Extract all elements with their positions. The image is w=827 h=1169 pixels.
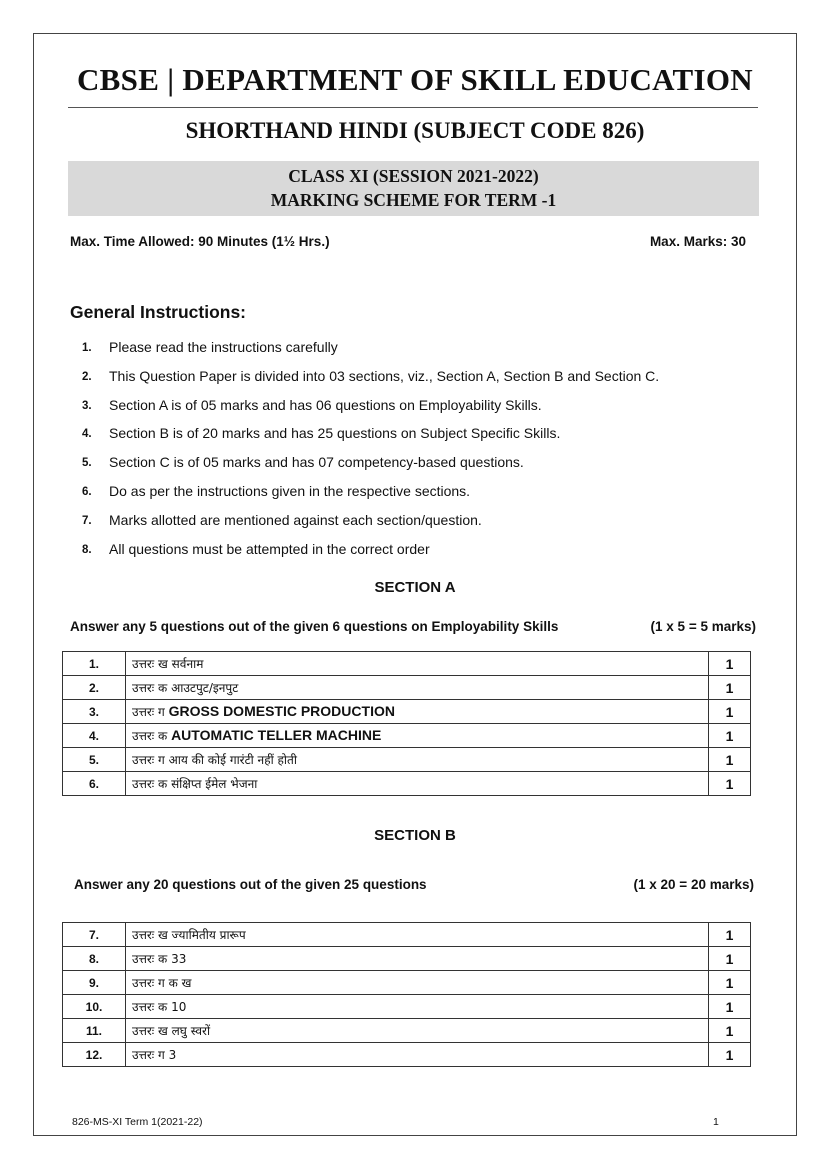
table-row xyxy=(63,1019,751,1043)
instruction-item: 8. All questions must be attempted in the correct order xyxy=(82,540,430,557)
table-row xyxy=(63,676,751,700)
footer-document-code: 826-MS-XI Term 1(2021-22) xyxy=(72,1116,203,1128)
instruction-item: 3. Section A is of 05 marks and has 06 questions on Employability Skills. xyxy=(82,396,542,413)
question-number: 8. xyxy=(63,947,126,971)
section-b-instruction-row xyxy=(74,877,754,892)
class-line: CLASS XI (SESSION 2021-2022) xyxy=(288,166,539,186)
answer-cell: उत्तरः ग क ख xyxy=(126,971,709,995)
section-a-instruction: Answer any 5 questions out of the given 6 questions on Employability Skills xyxy=(70,619,559,634)
answer-cell: उत्तरः क आउटपुट/इनपुट xyxy=(126,676,709,700)
question-number: 6. xyxy=(63,772,126,796)
section-a-heading: SECTION A xyxy=(374,579,456,596)
max-marks: Max. Marks: 30 xyxy=(649,234,746,249)
mark-cell: 1 xyxy=(709,652,751,676)
table-row xyxy=(63,947,751,971)
question-number: 1. xyxy=(63,652,126,676)
answer-cell: उत्तरः ग 3 xyxy=(126,1043,709,1067)
table-row xyxy=(63,923,751,947)
footer-page-number: 1 xyxy=(713,1116,719,1128)
answer-cell: उत्तरः क 10 xyxy=(126,995,709,1019)
mark-cell: 1 xyxy=(709,724,751,748)
question-number: 5. xyxy=(63,748,126,772)
answer-cell: उत्तरः ग GROSS DOMESTIC PRODUCTION xyxy=(126,700,709,724)
mark-cell: 1 xyxy=(709,772,751,796)
instruction-item: 5. Section C is of 05 marks and has 07 competency-based questions. xyxy=(82,454,524,471)
answer-cell: उत्तरः ग आय की कोई गारंटी नहीं होती xyxy=(126,748,709,772)
answer-cell: उत्तरः क 33 xyxy=(126,947,709,971)
exam-meta xyxy=(70,234,746,249)
max-time: Max. Time Allowed: 90 Minutes (1½ Hrs.) xyxy=(70,234,330,249)
table-row xyxy=(63,748,751,772)
instruction-item: 6. Do as per the instructions given in the respective sections. xyxy=(82,482,471,499)
section-b-answer-table xyxy=(62,922,751,1067)
question-number: 4. xyxy=(63,724,126,748)
answer-cell: उत्तरः क AUTOMATIC TELLER MACHINE xyxy=(126,724,709,748)
question-number: 12. xyxy=(63,1043,126,1067)
answer-cell: उत्तरः ख सर्वनाम xyxy=(126,652,709,676)
table-row xyxy=(63,971,751,995)
document-title: CBSE | DEPARTMENT OF SKILL EDUCATION xyxy=(77,62,753,97)
scheme-line: MARKING SCHEME FOR TERM -1 xyxy=(270,190,557,210)
table-row xyxy=(63,1043,751,1067)
question-number: 7. xyxy=(63,923,126,947)
subject-title: SHORTHAND HINDI (SUBJECT CODE 826) xyxy=(185,118,645,143)
instruction-item: 1. Please read the instructions carefully xyxy=(82,339,338,355)
instruction-item: 2. This Question Paper is divided into 03 sections, viz., Section A, Section B and Section C. xyxy=(82,367,660,384)
mark-cell: 1 xyxy=(709,748,751,772)
table-row xyxy=(63,995,751,1019)
mark-cell: 1 xyxy=(709,971,751,995)
section-b-marks: (1 x 20 = 20 marks) xyxy=(633,877,754,892)
mark-cell: 1 xyxy=(709,923,751,947)
question-number: 3. xyxy=(63,700,126,724)
title-divider xyxy=(68,107,758,108)
instruction-item: 7. Marks allotted are mentioned against each section/question. xyxy=(82,511,482,528)
question-number: 11. xyxy=(63,1019,126,1043)
section-a-instruction-row xyxy=(70,619,756,634)
answer-cell: उत्तरः क संक्षिप्त ईमेल भेजना xyxy=(126,772,709,796)
table-row xyxy=(63,772,751,796)
question-number: 10. xyxy=(63,995,126,1019)
section-a-answer-table xyxy=(62,651,751,796)
section-b-heading: SECTION B xyxy=(374,827,456,844)
general-instructions-heading: General Instructions: xyxy=(70,302,247,322)
table-row xyxy=(63,700,751,724)
class-band xyxy=(68,161,759,216)
mark-cell: 1 xyxy=(709,1019,751,1043)
mark-cell: 1 xyxy=(709,947,751,971)
question-number: 9. xyxy=(63,971,126,995)
instruction-item: 4. Section B is of 20 marks and has 25 questions on Subject Specific Skills. xyxy=(82,425,561,442)
mark-cell: 1 xyxy=(709,676,751,700)
answer-cell: उत्तरः ख ज्यामितीय प्रारूप xyxy=(126,923,709,947)
instructions-list xyxy=(82,339,762,569)
mark-cell: 1 xyxy=(709,1043,751,1067)
table-row xyxy=(63,652,751,676)
question-number: 2. xyxy=(63,676,126,700)
section-a-marks: (1 x 5 = 5 marks) xyxy=(650,619,756,634)
table-row xyxy=(63,724,751,748)
mark-cell: 1 xyxy=(709,995,751,1019)
section-b-instruction: Answer any 20 questions out of the given 25 questions xyxy=(74,877,427,892)
mark-cell: 1 xyxy=(709,700,751,724)
answer-cell: उत्तरः ख लघु स्वरों xyxy=(126,1019,709,1043)
